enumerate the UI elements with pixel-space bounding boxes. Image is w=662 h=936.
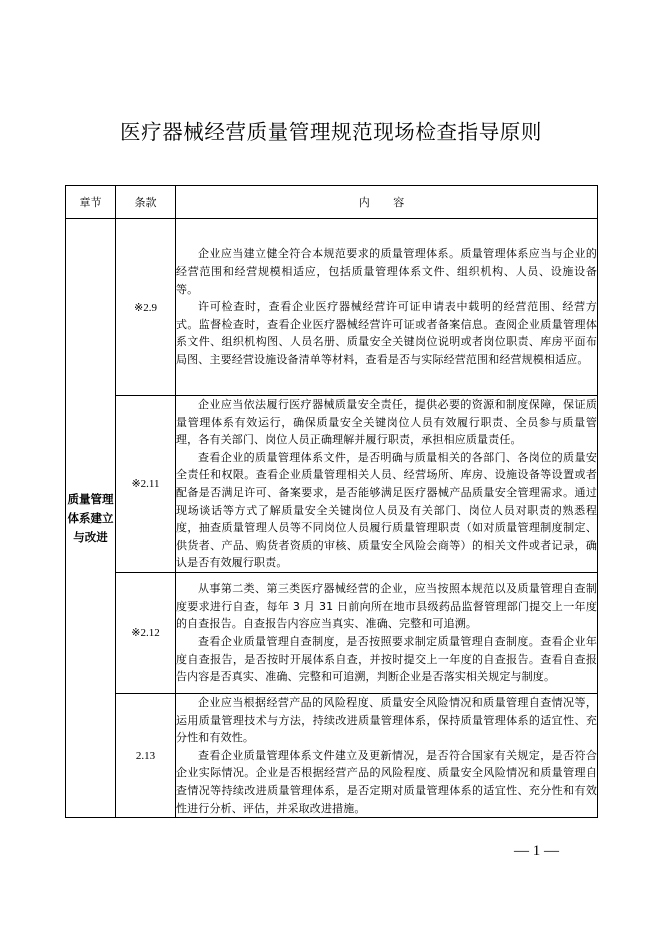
table-row	[66, 396, 598, 573]
content-cell	[176, 219, 598, 396]
chapter-cell: 质量管理体系建立与改进	[66, 219, 116, 818]
content-cell	[176, 396, 598, 573]
table-header-row	[66, 186, 598, 219]
header-content: 内 容	[176, 186, 598, 219]
content-paragraph: 企业应当依法履行医疗器械质量安全责任，提供必要的资源和制度保障，保证质量管理体系有效运行，确保质量安全关键岗位人员有效履行职责、全员参与质量管理，各有关部门、岗位人员正确理解并履行职责，承担相应质量责任。	[176, 398, 597, 447]
clause-cell: ※2.9	[116, 219, 176, 396]
inspection-table	[65, 185, 598, 818]
content-paragraph: 企业应当建立健全符合本规范要求的质量管理体系。质量管理体系应当与企业的经营范围和经营规模相适应，包括质量管理体系文件、组织机构、人员、设施设备等。	[176, 247, 597, 296]
table-row	[66, 572, 598, 693]
content-paragraph: 查看企业的质量管理体系文件，是否明确与质量相关的各部门、各岗位的质量安全责任和权限。查看企业质量管理相关人员、经营场所、库房、设施设备等设置或者配备是否满足许可、备案要求，是否能够满足医疗器械产品质量安全管理需求。通过现场谈话等方式了解质量安全关键岗位人员及有关部门、岗位人员对职责的熟悉程度，抽查质量管理人员等不同岗位人员履行质量管理职责（如对质量管理制度制定、供货者、产品、购货者资质的审核、质量安全风险会商等）的相关文件或者记录，确认是否有效履行职责。	[176, 450, 597, 570]
header-chapter: 章节	[66, 186, 116, 219]
content-paragraph: 查看企业质量管理体系文件建立及更新情况，是否符合国家有关规定，是否符合企业实际情况。企业是否根据经营产品的风险程度、质量安全风险情况和质量管理自查情况等持续改进质量管理体系，是否定期对质量管理体系的适宜性、充分性和有效性进行分析、评估，并采取改进措施。	[176, 748, 597, 815]
content-paragraph: 企业应当根据经营产品的风险程度、质量安全风险情况和质量管理自查情况等，运用质量管理技术与方法，持续改进质量管理体系，保持质量管理体系的适宜性、充分性和有效性。	[176, 695, 597, 745]
clause-cell: 2.13	[116, 693, 176, 817]
document-title: 医疗器械经营质量管理规范现场检查指导原则	[120, 120, 542, 144]
content-paragraph: 查看企业质量管理自查制度，是否按照要求制定质量管理自查制度。查看企业年度自查报告，是否按时开展体系自查，并按时提交上一年度的自查报告。查看自查报告内容是否真实、准确、完整和可追溯，判断企业是否落实相关规定与制度。	[176, 634, 597, 684]
content-cell	[176, 572, 598, 693]
content-paragraph: 从事第二类、第三类医疗器械经营的企业，应当按照本规范以及质量管理自查制度要求进行自查，每年 3 月 31 日前向所在地市县级药品监督管理部门提交上一年度的自查报告。自查报告内容应当真实、准确、完整和可追溯。	[176, 582, 597, 631]
clause-cell: ※2.11	[116, 396, 176, 573]
page-number: — 1 —	[514, 843, 559, 859]
clause-cell: ※2.12	[116, 572, 176, 693]
content-cell	[176, 693, 598, 817]
table-row	[66, 693, 598, 817]
table-row	[66, 219, 598, 396]
header-clause: 条款	[116, 186, 176, 219]
content-paragraph: 许可检查时，查看企业医疗器械经营许可证申请表中载明的经营范围、经营方式。监督检查时，查看企业医疗器械经营许可证或者备案信息。查阅企业质量管理体系文件、组织机构图、人员名册、质量安全关键岗位说明或者岗位职责、库房平面布局图、主要经营设施设备清单等材料，查看是否与实际经营范围和经营规模相适应。	[176, 300, 597, 366]
